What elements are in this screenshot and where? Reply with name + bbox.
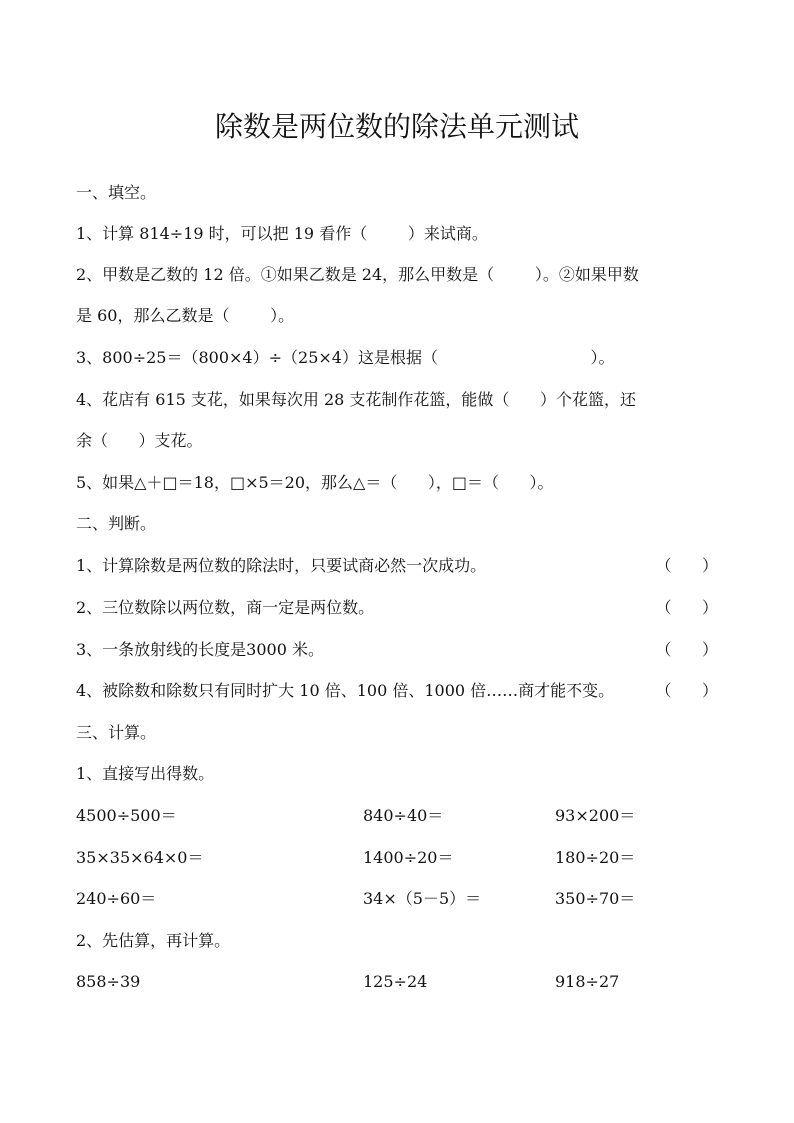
question-1-4-line1: 4、花店有 615 支花，如果每次用 28 支花制作花篮，能做（ ）个花篮，还: [76, 390, 636, 409]
question-1-2-line1: 2、甲数是乙数的 12 倍。①如果乙数是 24，那么甲数是（ ）。②如果甲数: [76, 265, 639, 284]
calc-cell: 93×200＝: [555, 806, 636, 825]
section-3-sub-2: 2、先估算，再计算。: [76, 931, 231, 950]
section-3-heading: 三、计算。: [76, 723, 157, 742]
judge-item-2: 2、三位数除以两位数，商一定是两位数。: [76, 598, 375, 617]
question-1-1: 1、计算 814÷19 时，可以把 19 看作（ ）来试商。: [76, 224, 488, 243]
judge-answer-2: （ ）: [655, 598, 718, 617]
question-1-5: 5、如果△＋□＝18，□×5＝20，那么△＝（ ），□＝（ ）。: [76, 473, 554, 492]
estimate-cell: 858÷39: [76, 972, 141, 991]
question-1-2-line2: 是 60，那么乙数是（ ）。: [76, 306, 295, 325]
judge-item-4: 4、被除数和除数只有同时扩大 10 倍、100 倍、1000 倍……商才能不变。: [76, 681, 615, 700]
section-3-sub-1: 1、直接写出得数。: [76, 764, 215, 783]
question-1-4-line2: 余（ ）支花。: [76, 431, 203, 450]
calc-cell: 350÷70＝: [555, 889, 636, 908]
calc-cell: 34×（5－5）＝: [363, 889, 482, 908]
judge-item-1: 1、计算除数是两位数的除法时，只要试商必然一次成功。: [76, 556, 487, 575]
calc-cell: 840÷40＝: [363, 806, 444, 825]
calc-cell: 1400÷20＝: [363, 848, 454, 867]
calc-cell: 35×35×64×0＝: [76, 848, 204, 867]
judge-answer-4: （ ）: [655, 681, 718, 700]
judge-answer-1: （ ）: [655, 556, 718, 575]
section-1-heading: 一、填空。: [76, 183, 157, 202]
section-2-heading: 二、判断。: [76, 514, 157, 533]
calc-cell: 240÷60＝: [76, 889, 157, 908]
calc-cell: 180÷20＝: [555, 848, 636, 867]
question-1-3: 3、800÷25＝（800×4）÷（25×4）这是根据（ ）。: [76, 348, 615, 367]
estimate-cell: 918÷27: [555, 972, 620, 991]
judge-item-3: 3、一条放射线的长度是3000 米。: [76, 640, 324, 659]
estimate-cell: 125÷24: [363, 972, 428, 991]
page-title: 除数是两位数的除法单元测试: [214, 110, 579, 143]
calc-cell: 4500÷500＝: [76, 806, 177, 825]
judge-answer-3: （ ）: [655, 640, 718, 659]
